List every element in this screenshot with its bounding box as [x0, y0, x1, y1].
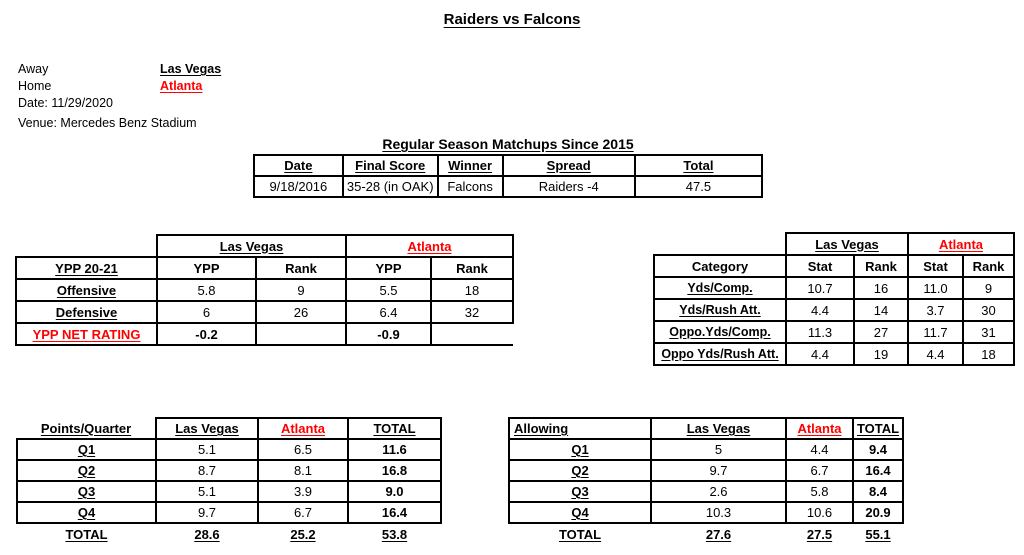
ypp-sub-t2-ypp: YPP	[346, 257, 431, 279]
ypp-cell: 18	[431, 279, 513, 301]
points-q1-row	[17, 439, 441, 460]
ypp-row-label: Defensive	[16, 301, 157, 323]
ypp-cell: 9	[256, 279, 346, 301]
matchups-header-spread: Spread	[503, 155, 635, 176]
quarter-label: Q2	[17, 460, 156, 481]
points-total-label: TOTAL	[65, 526, 108, 542]
ypp-team2-header: Atlanta	[346, 235, 513, 257]
matchup-spread: Raiders -4	[503, 176, 635, 197]
quarter-label: Q3	[17, 481, 156, 502]
points-team1-header: Las Vegas	[156, 418, 258, 439]
quarter-label: Q2	[509, 460, 651, 481]
ypp-team-header-row	[16, 235, 513, 257]
category-sub-t1-stat: Stat	[786, 255, 854, 277]
ypp-cell: 5.5	[346, 279, 431, 301]
ypp-sub-t1-ypp: YPP	[157, 257, 256, 279]
page-title: Raiders vs Falcons	[443, 11, 581, 28]
quarter-label: Q1	[509, 439, 651, 460]
category-row-label: Oppo.Yds/Comp.	[654, 321, 786, 343]
category-cell: 4.4	[908, 343, 963, 365]
allowing-cell: 2.6	[651, 481, 786, 502]
category-table	[653, 232, 1015, 366]
ypp-table	[15, 234, 514, 346]
category-team-header-row	[654, 233, 1014, 255]
category-cell: 27	[854, 321, 908, 343]
date-line: Date: 11/29/2020	[18, 96, 113, 110]
points-total-cell: 16.4	[348, 502, 441, 523]
points-q3-row	[17, 481, 441, 502]
ypp-cell: 26	[256, 301, 346, 323]
category-cell: 18	[963, 343, 1014, 365]
allowing-cell: 5	[651, 439, 786, 460]
allowing-total-cell: 9.4	[853, 439, 903, 460]
allowing-cell: 10.6	[786, 502, 853, 523]
points-team2-header: Atlanta	[258, 418, 348, 439]
points-cell: 3.9	[258, 481, 348, 502]
allowing-q1-row	[509, 439, 903, 460]
allowing-q4-row	[509, 502, 903, 523]
points-cell: 8.7	[156, 460, 258, 481]
quarter-label: Q3	[509, 481, 651, 502]
allowing-q2-row	[509, 460, 903, 481]
matchups-header-date: Date	[254, 155, 343, 176]
ypp-net-team1: -0.2	[157, 323, 256, 345]
allowing-cell: 5.8	[786, 481, 853, 502]
ypp-offensive-row	[16, 279, 513, 301]
matchups-title: Regular Season Matchups Since 2015	[382, 136, 634, 152]
category-cell: 11.7	[908, 321, 963, 343]
category-row-label: Yds/Rush Att.	[654, 299, 786, 321]
category-cell: 19	[854, 343, 908, 365]
game-info-block	[18, 61, 221, 132]
ypp-sub-t2-rank: Rank	[431, 257, 513, 279]
matchups-table	[253, 154, 763, 198]
category-row-oppo-yds-rush	[654, 343, 1014, 365]
points-total-row	[17, 523, 441, 544]
category-subheader-row	[654, 255, 1014, 277]
away-team: Las Vegas	[160, 62, 222, 76]
allowing-total-cell: 8.4	[853, 481, 903, 502]
category-row-yds-rush	[654, 299, 1014, 321]
category-sub-t2-rank: Rank	[963, 255, 1014, 277]
allowing-team1-header: Las Vegas	[651, 418, 786, 439]
points-cell: 6.5	[258, 439, 348, 460]
allowing-total-value: 27.6	[705, 526, 732, 542]
points-cell: 8.1	[258, 460, 348, 481]
ypp-cell: 6	[157, 301, 256, 323]
allowing-total-row	[509, 523, 903, 544]
category-cell: 4.4	[786, 299, 854, 321]
home-label: Home	[18, 79, 52, 93]
category-cell: 9	[963, 277, 1014, 299]
category-cell: 16	[854, 277, 908, 299]
home-team: Atlanta	[160, 79, 203, 93]
matchups-header-total: Total	[635, 155, 762, 176]
matchup-total: 47.5	[635, 176, 762, 197]
category-cell: 3.7	[908, 299, 963, 321]
allowing-team2-header: Atlanta	[786, 418, 853, 439]
category-team1-header: Las Vegas	[786, 233, 908, 255]
category-row-oppo-yds-comp	[654, 321, 1014, 343]
ypp-net-rating-row	[16, 323, 513, 345]
category-sub-t1-rank: Rank	[854, 255, 908, 277]
points-cell: 6.7	[258, 502, 348, 523]
allowing-total-value: 27.5	[806, 526, 833, 542]
category-cell: 11.0	[908, 277, 963, 299]
ypp-cell: 6.4	[346, 301, 431, 323]
ypp-subheader-row	[16, 257, 513, 279]
home-row	[18, 78, 221, 95]
points-q2-row	[17, 460, 441, 481]
points-cell: 5.1	[156, 439, 258, 460]
points-total-cell: 11.6	[348, 439, 441, 460]
allowing-q3-row	[509, 481, 903, 502]
allowing-total-value: 55.1	[865, 526, 891, 542]
ypp-corner-empty	[16, 235, 157, 257]
ypp-corner-label: YPP 20-21	[16, 257, 157, 279]
points-cell: 5.1	[156, 481, 258, 502]
points-corner-label: Points/Quarter	[40, 420, 132, 436]
ypp-defensive-row	[16, 301, 513, 323]
ypp-cell: 5.8	[157, 279, 256, 301]
ypp-cell: 32	[431, 301, 513, 323]
category-team2-header: Atlanta	[908, 233, 1014, 255]
ypp-net-team2: -0.9	[346, 323, 431, 345]
matchups-section	[253, 136, 763, 198]
ypp-row-label: Offensive	[16, 279, 157, 301]
quarter-label: Q4	[17, 502, 156, 523]
ypp-net-empty	[431, 323, 513, 345]
matchup-date: 9/18/2016	[254, 176, 343, 197]
points-q4-row	[17, 502, 441, 523]
quarter-label: Q4	[509, 502, 651, 523]
ypp-sub-t1-rank: Rank	[256, 257, 346, 279]
allowing-header-row	[509, 418, 903, 439]
allowing-cell: 10.3	[651, 502, 786, 523]
allowing-cell: 9.7	[651, 460, 786, 481]
category-row-label: Yds/Comp.	[654, 277, 786, 299]
matchup-final-score: 35-28 (in OAK)	[343, 176, 438, 197]
allowing-total-cell: 20.9	[853, 502, 903, 523]
allowing-cell: 4.4	[786, 439, 853, 460]
category-cell: 4.4	[786, 343, 854, 365]
category-sub-t2-stat: Stat	[908, 255, 963, 277]
points-total-value: 53.8	[381, 526, 408, 542]
allowing-total-cell: 16.4	[853, 460, 903, 481]
points-per-quarter-table	[16, 417, 442, 544]
points-header-row	[17, 418, 441, 439]
points-total-header: TOTAL	[348, 418, 441, 439]
category-cell: 11.3	[786, 321, 854, 343]
allowing-total-header: TOTAL	[853, 418, 903, 439]
allowing-corner-label: Allowing	[509, 418, 651, 439]
category-corner-label: Category	[654, 255, 786, 277]
category-cell: 30	[963, 299, 1014, 321]
category-cell: 14	[854, 299, 908, 321]
allowing-cell: 6.7	[786, 460, 853, 481]
category-row-label: Oppo Yds/Rush Att.	[654, 343, 786, 365]
away-label: Away	[18, 62, 49, 76]
category-cell: 31	[963, 321, 1014, 343]
matchups-header-row	[254, 155, 762, 176]
away-row	[18, 61, 221, 78]
matchup-winner: Falcons	[438, 176, 503, 197]
matchups-header-final-score: Final Score	[343, 155, 438, 176]
allowing-total-label: TOTAL	[558, 526, 602, 542]
category-corner-empty	[654, 233, 786, 255]
points-total-value: 25.2	[290, 526, 316, 542]
venue-line: Venue: Mercedes Benz Stadium	[18, 116, 197, 130]
ypp-net-label: YPP NET RATING	[16, 323, 157, 345]
points-cell: 9.7	[156, 502, 258, 523]
quarter-label: Q1	[17, 439, 156, 460]
points-total-cell: 9.0	[348, 481, 441, 502]
matchups-header-winner: Winner	[438, 155, 503, 176]
allowing-table	[508, 417, 904, 544]
points-total-cell: 16.8	[348, 460, 441, 481]
ypp-team1-header: Las Vegas	[157, 235, 346, 257]
matchups-data-row	[254, 176, 762, 197]
category-row-yds-comp	[654, 277, 1014, 299]
points-total-value: 28.6	[194, 526, 220, 542]
category-cell: 10.7	[786, 277, 854, 299]
ypp-net-empty	[256, 323, 346, 345]
